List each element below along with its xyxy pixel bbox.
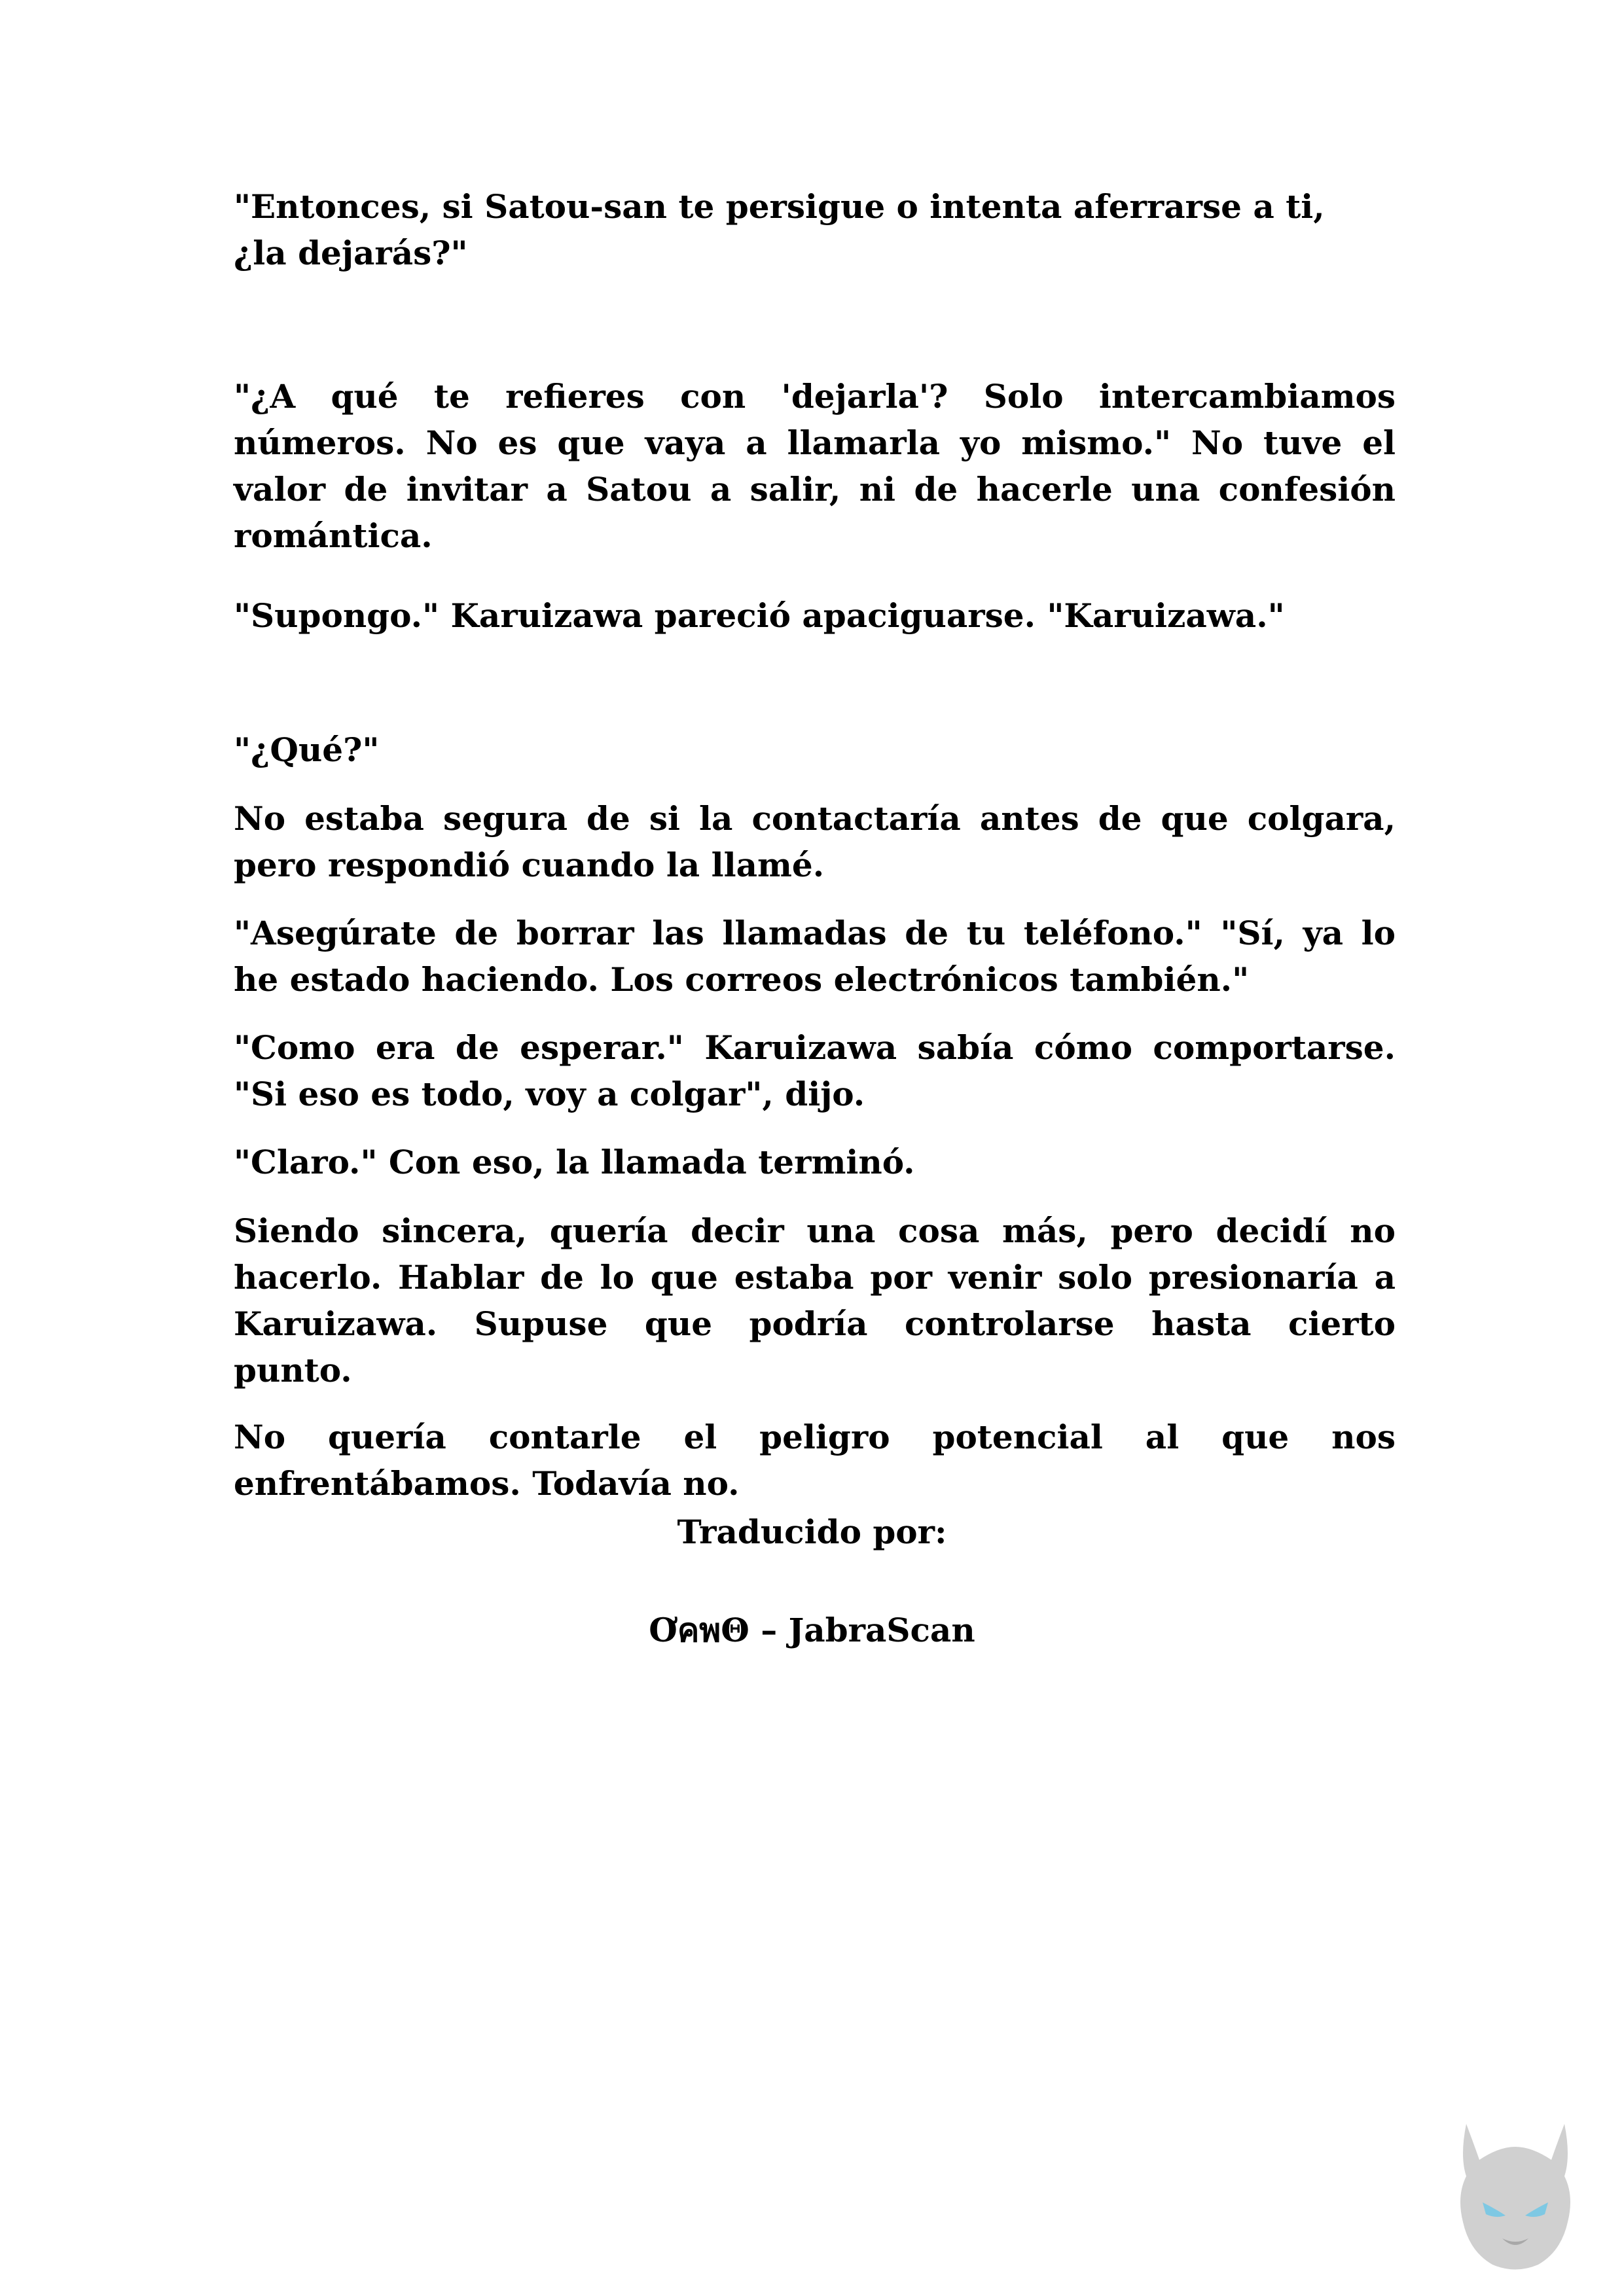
paragraph-2 bbox=[234, 373, 1396, 559]
paragraph-10 bbox=[234, 1414, 1396, 1507]
text-line: "Supongo." Karuizawa pareció apaciguarse. "Karuizawa." bbox=[234, 596, 1285, 635]
paragraph-3 bbox=[234, 592, 1396, 639]
text-line: punto. bbox=[234, 1351, 352, 1390]
text-line: No estaba segura de si la contactaría antes de que colgara, bbox=[234, 799, 1396, 838]
text-line: ¿la dejarás?" bbox=[234, 234, 468, 272]
paragraph-1 bbox=[234, 183, 1325, 276]
text-line: No quería contarle el peligro potencial al que nos bbox=[234, 1418, 1396, 1456]
text-line: he estado haciendo. Los correos electrónicos también." bbox=[234, 960, 1250, 999]
text-line: hacerlo. Hablar de lo que estaba por venir solo presionaría a bbox=[234, 1258, 1396, 1297]
paragraph-4 bbox=[234, 726, 1396, 773]
paragraph-7 bbox=[234, 1024, 1396, 1117]
paragraph-5 bbox=[234, 795, 1396, 888]
text-line: valor de invitar a Satou a salir, ni de hacerle una confesión bbox=[234, 470, 1396, 509]
text-line: "Como era de esperar." Karuizawa sabía cómo comportarse. bbox=[234, 1028, 1396, 1067]
text-line: "¿A qué te refieres con 'dejarla'? Solo intercambiamos bbox=[234, 377, 1396, 416]
text-line: "Claro." Con eso, la llamada terminó. bbox=[234, 1143, 915, 1181]
credits-translator: ƠคพΘ – JabraScan bbox=[649, 1611, 975, 1649]
credits-label: Traducido por: bbox=[677, 1513, 947, 1551]
text-line: enfrentábamos. Todavía no. bbox=[234, 1464, 740, 1503]
paragraph-8 bbox=[234, 1139, 1396, 1185]
text-line: números. No es que vaya a llamarla yo mismo." No tuve el bbox=[234, 423, 1396, 462]
text-line: romántica. bbox=[234, 516, 433, 555]
paragraph-9 bbox=[234, 1208, 1396, 1393]
text-line: "Si eso es todo, voy a colgar", dijo. bbox=[234, 1075, 865, 1113]
text-line: pero respondió cuando la llamé. bbox=[234, 846, 825, 884]
text-line: "Entonces, si Satou-san te persigue o intenta aferrarse a ti, bbox=[234, 187, 1325, 226]
text-line: Karuizawa. Supuse que podría controlarse hasta cierto bbox=[234, 1304, 1396, 1343]
text-line: "¿Qué?" bbox=[234, 730, 380, 769]
text-line: Siendo sincera, quería decir una cosa más, pero decidí no bbox=[234, 1211, 1396, 1250]
demon-head-logo-icon bbox=[1440, 2111, 1591, 2274]
paragraph-6 bbox=[234, 910, 1396, 1003]
text-line: "Asegúrate de borrar las llamadas de tu teléfono." "Sí, ya lo bbox=[234, 914, 1396, 952]
